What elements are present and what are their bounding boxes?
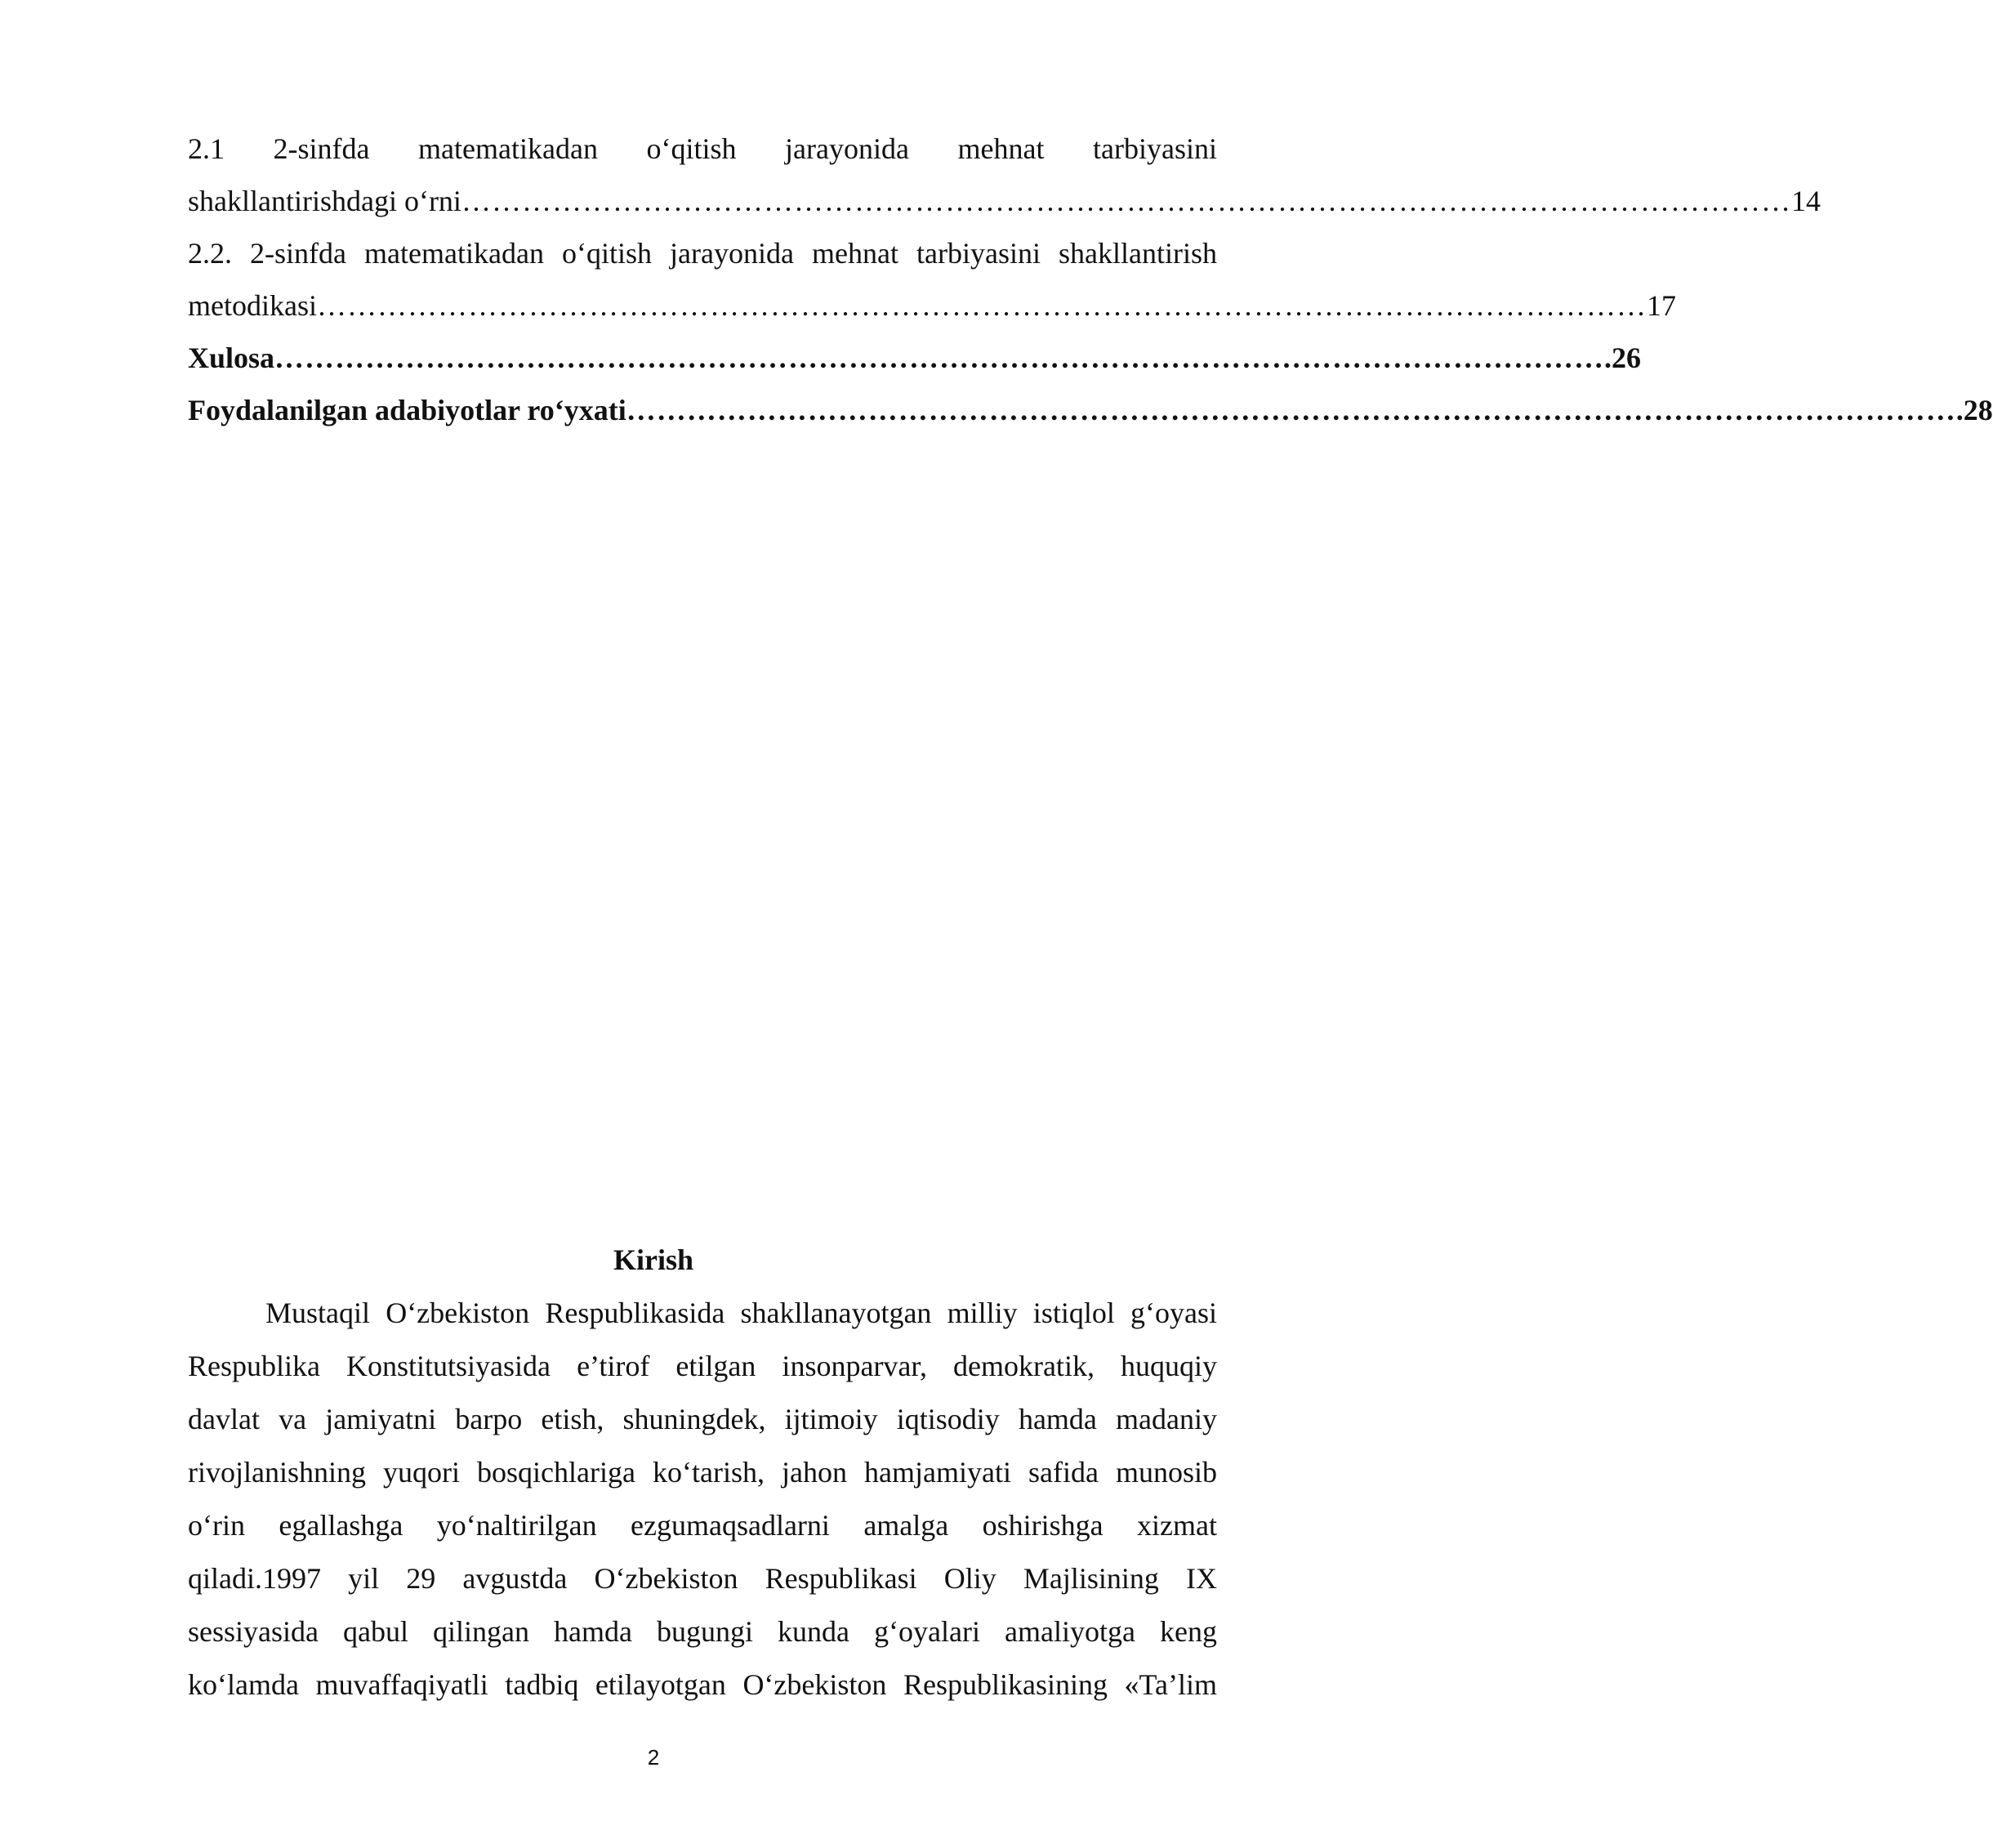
paragraph-line: sessiyasida qabul qilingan hamda bugungi kunda g‘oyalari amaliyotga keng	[188, 1615, 1217, 1648]
toc-entry-2-2-line-2	[188, 279, 1676, 332]
paragraph-line: Respublika Konstitutsiyasida e’tirof etilgan insonparvar, demokratik, huquqiy	[188, 1350, 1217, 1382]
section-body	[188, 1287, 1217, 1712]
paragraph-line: qiladi.1997 yil 29 avgustda O‘zbekiston Respublikasi Oliy Majlisining IX	[188, 1562, 1217, 1595]
toc-page-number: 17	[1646, 289, 1676, 322]
toc-entry-text: Xulosa	[188, 341, 275, 374]
toc-leader-dots: ……………………………………………………………………………………………………………………	[461, 185, 1791, 217]
paragraph-line: Mustaqil O‘zbekiston Respublikasida shakllanayotgan milliy istiqlol g‘oyasi	[265, 1297, 1217, 1329]
paragraph-line: davlat va jamiyatni barpo etish, shuningdek, ijtimoiy iqtisodiy hamda madaniy	[188, 1403, 1217, 1435]
toc-entry-text: shakllantirishdagi o‘rni	[188, 185, 461, 217]
toc-entry-adabiyotlar	[188, 384, 1993, 436]
toc-page-number: .28	[1955, 394, 1993, 426]
paragraph-line: o‘rin egallashga yo‘naltirilgan ezgumaqsadlarni amalga oshirishga xizmat	[188, 1509, 1217, 1542]
toc-entry-2-1-line-2	[188, 175, 1821, 227]
section-title: Kirish	[613, 1243, 693, 1276]
toc-page-number: 14	[1790, 185, 1821, 217]
paragraph-line: rivojlanishning yuqori bosqichlariga ko‘tarish, jahon hamjamiyati safida munosib	[188, 1456, 1217, 1489]
page-number: 2	[647, 1745, 660, 1770]
toc-leader-dots: ……………………………………………………………………………………………………………………	[316, 289, 1647, 322]
toc-entry-2-1-line-1: 2.1 2-sinfda matematikadan o‘qitish jarayonida mehnat tarbiyasini	[188, 132, 1217, 165]
toc-entry-text: Foydalanilgan adabiyotlar ro‘yxati	[188, 394, 626, 426]
toc-page-number: .26	[1604, 341, 1642, 374]
table-of-contents	[188, 123, 1993, 436]
toc-leader-dots: ……………………………………………………………………………………………………………………	[626, 394, 1956, 426]
paragraph-line: ko‘lamda muvaffaqiyatli tadbiq etilayotgan O‘zbekiston Respublikasining «Ta’lim	[188, 1668, 1217, 1701]
toc-entry-text: metodikasi	[188, 289, 317, 322]
toc-entry-xulosa	[188, 332, 1642, 384]
toc-leader-dots: ……………………………………………………………………………………………………………………	[274, 341, 1605, 374]
toc-entry-2-2-line-1: 2.2. 2-sinfda matematikadan o‘qitish jarayonida mehnat tarbiyasini shakllantirish	[188, 237, 1217, 270]
